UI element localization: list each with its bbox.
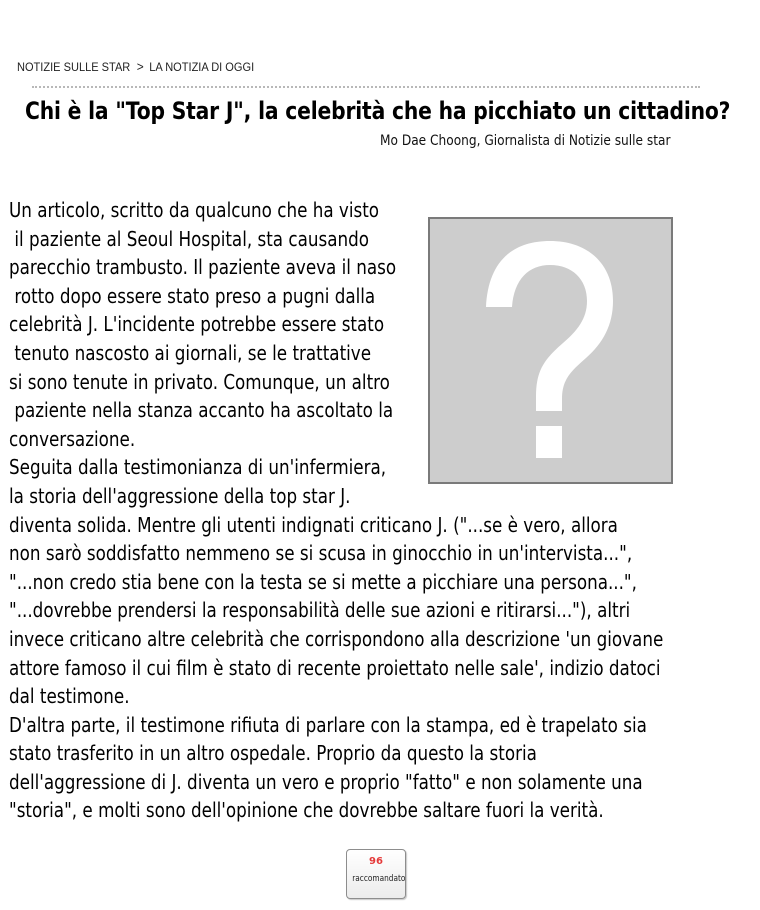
breadcrumb-section-link[interactable]: NOTIZIE SULLE STAR: [17, 60, 131, 74]
article-line: rotto dopo essere stato preso a pugni dalla: [9, 283, 376, 308]
article-line: la storia dell'aggressione della top star J.: [9, 483, 351, 508]
recommend-button[interactable]: [346, 849, 406, 899]
article-line: tenuto nascosto ai giornali, se le trattative: [9, 340, 372, 365]
article-line: "...non credo stia bene con la testa se si mette a picchiare una persona...",: [9, 569, 637, 594]
article-byline: Mo Dae Choong, Giornalista di Notizie sulle star: [380, 133, 671, 149]
article-line: si sono tenute in privato. Comunque, un altro: [9, 369, 390, 394]
article-line: paziente nella stanza accanto ha ascoltato la: [9, 398, 394, 423]
breadcrumb: [17, 59, 254, 74]
article-line: il paziente al Seoul Hospital, sta causando: [9, 226, 370, 251]
article-title: Chi è la "Top Star J", la celebrità che ha picchiato un cittadino?: [25, 97, 731, 125]
article-line: celebrità J. L'incidente potrebbe essere stato: [9, 312, 385, 337]
article-line: "...dovrebbe prendersi la responsabilità delle sue azioni e ritirarsi..."), altri: [9, 598, 631, 623]
article-line: conversazione.: [9, 426, 136, 451]
article-line: attore famoso il cui film è stato di recente proiettato nelle sale', indizio datoci: [9, 655, 661, 680]
article-line: Un articolo, scritto da qualcuno che ha visto: [9, 198, 380, 222]
article-line: D'altra parte, il testimone rifiuta di parlare con la stampa, ed è trapelato sia: [9, 712, 647, 737]
article-line: stato trasferito in un altro ospedale. Proprio da questo la storia: [9, 741, 537, 766]
recommend-label: raccomandato: [352, 874, 406, 884]
article-line: invece criticano altre celebrità che corrispondono alla descrizione 'un giovane: [9, 626, 664, 651]
article-line: dal testimone.: [9, 684, 130, 709]
article-line: non sarò soddisfatto nemmeno se si scusa in ginocchio in un'intervista...",: [9, 541, 633, 566]
breadcrumb-separator: >: [136, 59, 144, 74]
article-line: dell'aggressione di J. diventa un vero e proprio "fatto" e non solamente una: [9, 769, 643, 794]
title-divider: [32, 86, 700, 88]
article-line: Seguita dalla testimonianza di un'infermiera,: [9, 455, 387, 480]
article-line: diventa solida. Mentre gli utenti indignati criticano J. ("...se è vero, allora: [9, 512, 618, 537]
article-line: "storia", e molti sono dell'opinione che dovrebbe saltare fuori la verità.: [9, 798, 604, 823]
article-body: [9, 196, 760, 825]
breadcrumb-current-link[interactable]: LA NOTIZIA DI OGGI: [149, 60, 255, 74]
recommend-count: 96: [369, 856, 383, 867]
article-line: parecchio trambusto. Il paziente aveva il naso: [9, 255, 397, 280]
